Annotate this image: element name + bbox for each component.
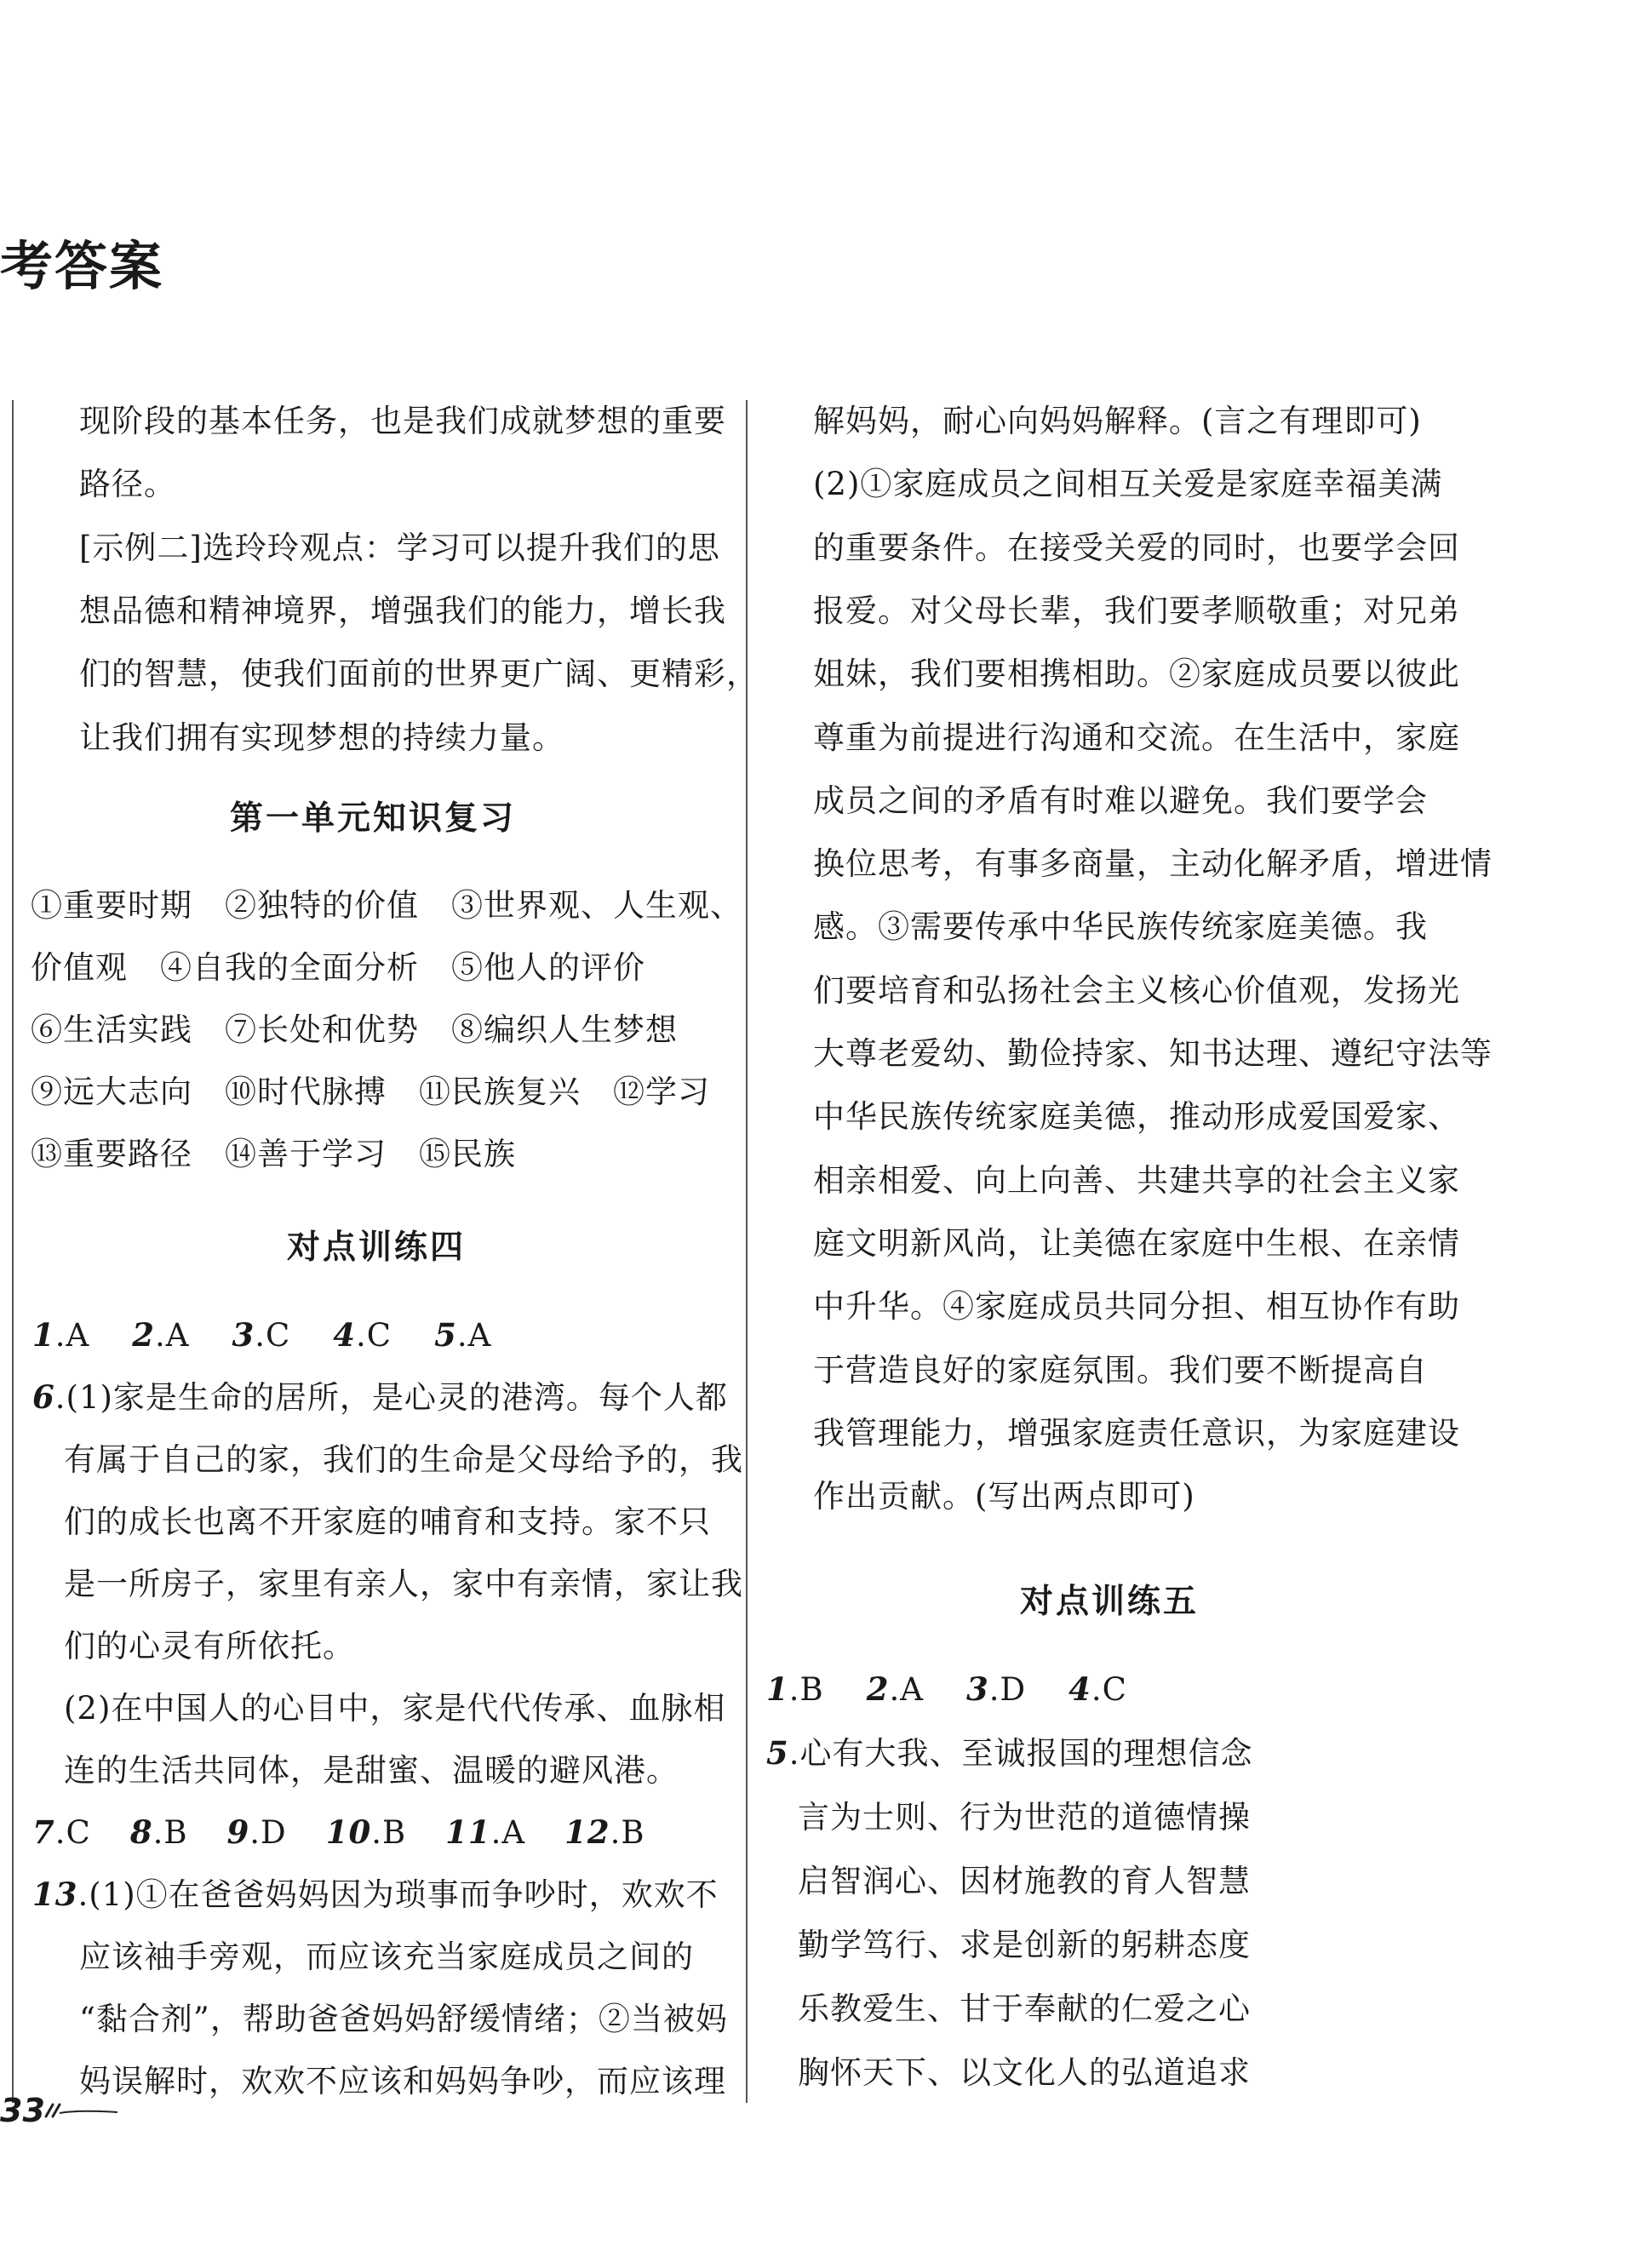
- answer-row-3: [766, 1670, 1127, 1708]
- question-5-line: 胸怀天下、以文化人的弘道追求: [798, 2054, 1251, 2091]
- answer-item: 7.C: [32, 1813, 91, 1851]
- continuation-line: 于营造良好的家庭氛围。我们要不断提高自: [813, 1352, 1428, 1389]
- question-13-first-line: 13.(1)①在爸爸妈妈因为琐事而争吵时，欢欢不: [32, 1876, 719, 1913]
- question-13-line: 妈误解时，欢欢不应该和妈妈争吵，而应该理: [79, 2063, 726, 2099]
- intro-line: 想品德和精神境界，增强我们的能力，增长我: [79, 593, 726, 629]
- continuation-line: 姐妹，我们要相携相助。②家庭成员要以彼此: [813, 656, 1460, 692]
- question-5-first-line: 5.心有大我、至诚报国的理想信念: [766, 1734, 1253, 1772]
- section-heading-training-5: 对点训练五: [1020, 1583, 1200, 1621]
- continuation-line: 庭文明新风尚，让美德在家庭中生根、在亲情: [813, 1225, 1460, 1262]
- intro-line: 们的智慧，使我们面前的世界更广阔、更精彩，: [79, 656, 759, 692]
- answer-item: 3.C: [232, 1316, 291, 1354]
- question-number: 6: [32, 1378, 55, 1416]
- answer-item: 2.A: [866, 1670, 924, 1708]
- question-5-line: 乐教爱生、甘于奉献的仁爱之心: [798, 1990, 1251, 2027]
- continuation-line: 解妈妈，耐心向妈妈解释。(言之有理即可): [813, 403, 1422, 439]
- continuation-line: 感。③需要传承中华民族传统家庭美德。我: [813, 908, 1428, 945]
- answer-item: 10.B: [325, 1813, 407, 1851]
- question-6-line: 有属于自己的家，我们的生命是父母给予的，我: [64, 1441, 743, 1478]
- question-number: 13: [32, 1876, 78, 1913]
- intro-line: [示例二]选玲玲观点：学习可以提升我们的思: [79, 530, 720, 566]
- page-title: 考答案: [0, 235, 164, 297]
- continuation-line: 尊重为前提进行沟通和交流。在生活中，家庭: [813, 719, 1460, 756]
- answer-item: 12.B: [564, 1813, 645, 1851]
- page-number: 33: [0, 2092, 45, 2129]
- review-line: 价值观 ④自我的全面分析 ⑤他人的评价: [31, 949, 645, 986]
- answer-item: 9.D: [226, 1813, 287, 1851]
- question-6-line: 们的心灵有所依托。: [64, 1628, 355, 1664]
- answer-item: 1.B: [766, 1670, 824, 1708]
- continuation-line: 成员之间的矛盾有时难以避免。我们要学会: [813, 782, 1428, 819]
- review-line: ①重要时期 ②独特的价值 ③世界观、人生观、: [31, 887, 742, 924]
- continuation-line: 报爱。对父母长辈，我们要孝顺敬重；对兄弟: [813, 593, 1460, 629]
- intro-line: 路径。: [79, 466, 176, 502]
- intro-line: 让我们拥有实现梦想的持续力量。: [79, 719, 564, 756]
- answer-row-2: [32, 1813, 645, 1851]
- section-heading-unit-review: 第一单元知识复习: [230, 799, 517, 838]
- question-6-line: (2)在中国人的心目中，家是代代传承、血脉相: [64, 1690, 726, 1727]
- question-5-line: 勤学笃行、求是创新的躬耕态度: [798, 1927, 1251, 1963]
- page-ornament-icon: [44, 2099, 121, 2118]
- answer-item: 8.B: [129, 1813, 188, 1851]
- question-13-line: “黏合剂”，帮助爸爸妈妈舒缓情绪；②当被妈: [79, 2001, 728, 2037]
- review-line: ⑥生活实践 ⑦长处和优势 ⑧编织人生梦想: [31, 1011, 678, 1048]
- continuation-line: 的重要条件。在接受关爱的同时，也要学会回: [813, 530, 1460, 566]
- answer-item: 5.A: [434, 1316, 492, 1354]
- answer-item: 4.C: [1068, 1670, 1127, 1708]
- question-6-line: 们的成长也离不开家庭的哺育和支持。家不只: [64, 1503, 711, 1540]
- question-6-first-line: 6.(1)家是生命的居所，是心灵的港湾。每个人都: [32, 1378, 728, 1416]
- continuation-line: 们要培育和弘扬社会主义核心价值观，发扬光: [813, 972, 1460, 1009]
- question-5-line: 言为士则、行为世范的道德情操: [798, 1799, 1251, 1836]
- continuation-line: 我管理能力，增强家庭责任意识，为家庭建设: [813, 1415, 1460, 1452]
- answer-item: 3.D: [965, 1670, 1027, 1708]
- left-margin-rule: [12, 400, 14, 2103]
- continuation-line: 中升华。④家庭成员共同分担、相互协作有助: [813, 1288, 1460, 1325]
- continuation-line: 相亲相爱、向上向善、共建共享的社会主义家: [813, 1162, 1460, 1199]
- continuation-line: 大尊老爱幼、勤俭持家、知书达理、遵纪守法等: [813, 1035, 1492, 1072]
- answer-item: 4.C: [333, 1316, 392, 1354]
- answer-row-1: [32, 1316, 492, 1354]
- question-number: 5: [766, 1734, 789, 1772]
- question-13-line: 应该袖手旁观，而应该充当家庭成员之间的: [79, 1939, 694, 1975]
- answer-item: 11.A: [445, 1813, 526, 1851]
- continuation-line: 换位思考，有事多商量，主动化解矛盾，增进情: [813, 845, 1492, 882]
- question-6-line: 是一所房子，家里有亲人，家中有亲情，家让我: [64, 1566, 743, 1602]
- answer-item: 2.A: [132, 1316, 190, 1354]
- review-line: ⑬重要路径 ⑭善于学习 ⑮民族: [31, 1136, 516, 1172]
- section-heading-training-4: 对点训练四: [287, 1228, 467, 1267]
- answer-item: 1.A: [32, 1316, 90, 1354]
- continuation-line: (2)①家庭成员之间相互关爱是家庭幸福美满: [813, 466, 1443, 502]
- question-5-line: 启智润心、因材施教的育人智慧: [798, 1863, 1251, 1899]
- continuation-line: 作出贡献。(写出两点即可): [813, 1478, 1195, 1515]
- intro-line: 现阶段的基本任务，也是我们成就梦想的重要: [79, 403, 726, 439]
- continuation-line: 中华民族传统家庭美德，推动形成爱国爱家、: [813, 1098, 1460, 1135]
- question-6-line: 连的生活共同体，是甜蜜、温暖的避风港。: [64, 1752, 679, 1789]
- review-line: ⑨远大志向 ⑩时代脉搏 ⑪民族复兴 ⑫学习: [31, 1074, 710, 1110]
